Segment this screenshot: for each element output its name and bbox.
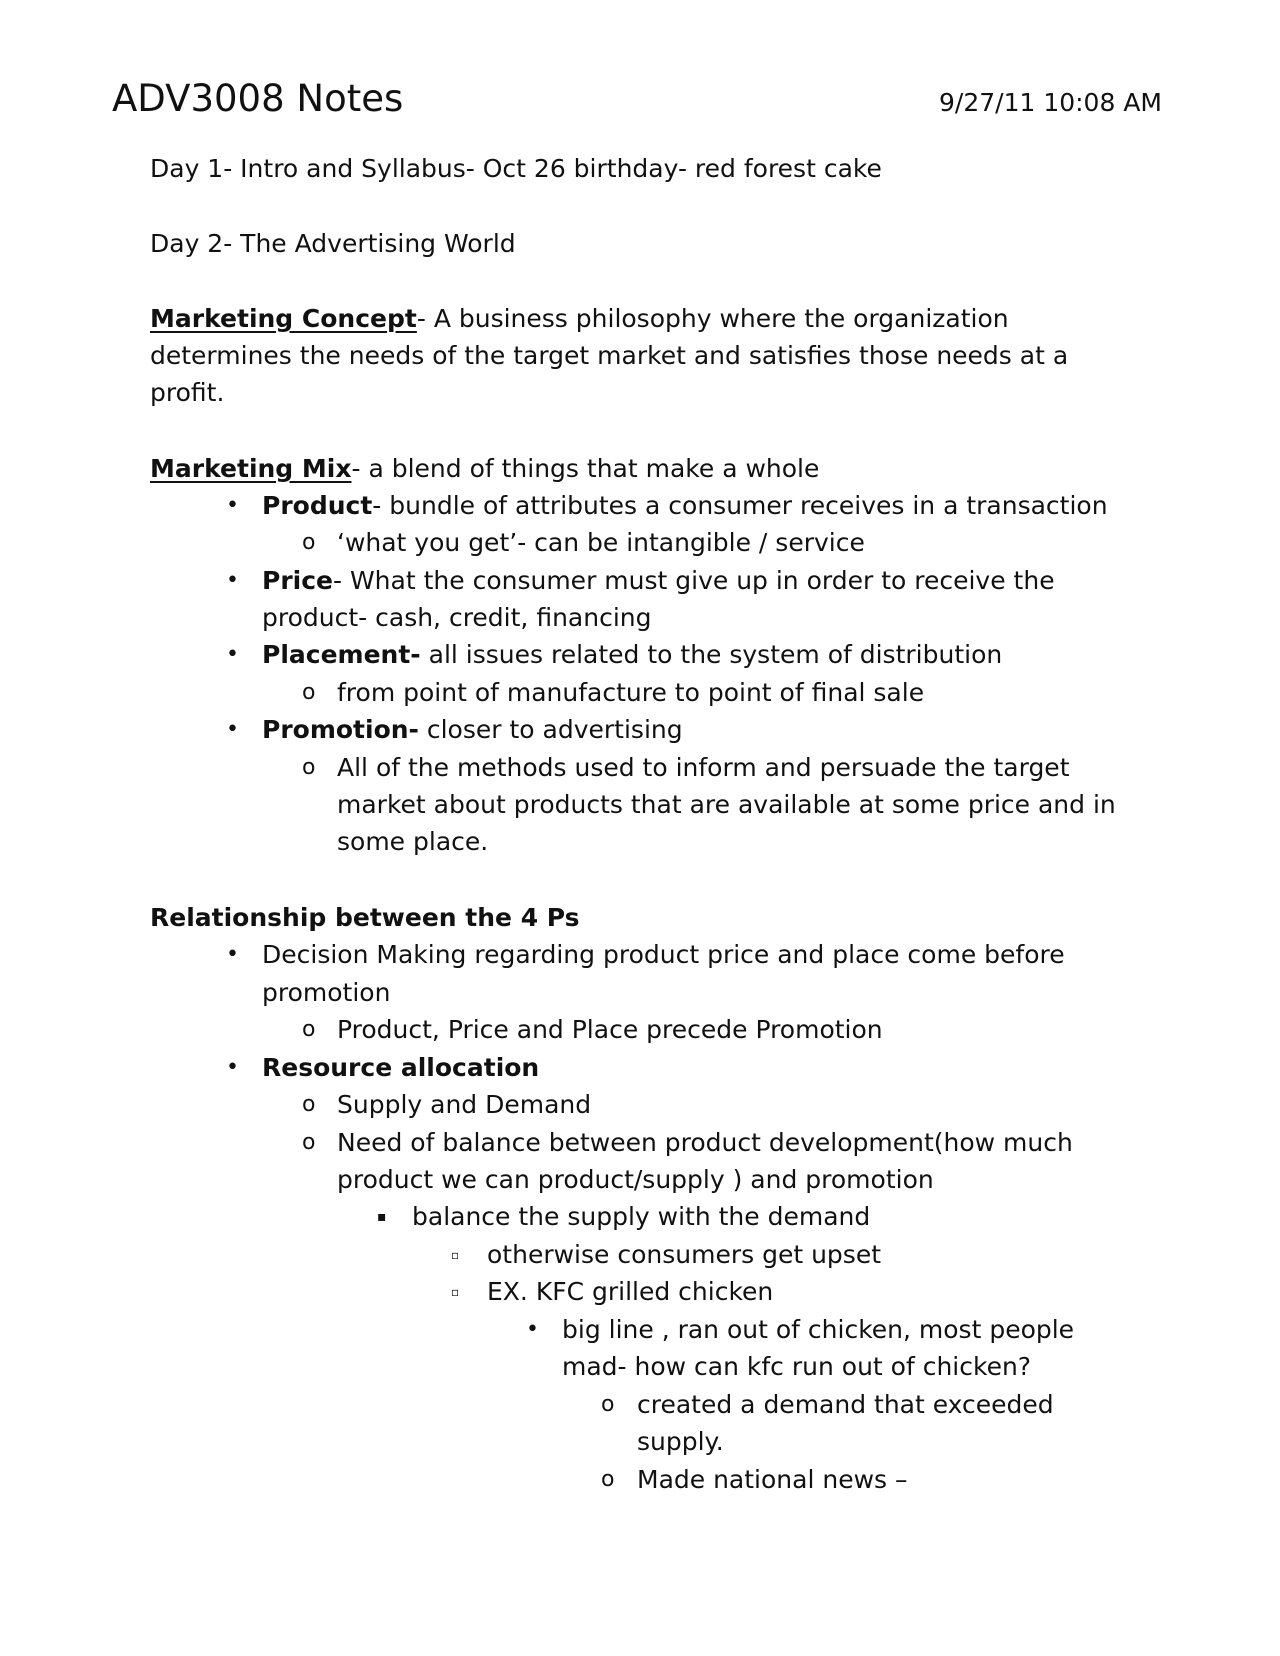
bigline-item-line1: big line , ran out of chicken, most people [562,1315,1075,1344]
marketing-concept-line3: profit. [150,378,225,407]
decision-item-line2: promotion [262,978,391,1007]
placement-term: Placement- [262,640,421,669]
circle-marker: o [302,1092,316,1117]
example-item: EX. KFC grilled chicken [487,1277,774,1306]
promotion-sub-line2: market about products that are available at some price and in [337,790,1116,819]
day1-line: Day 1- Intro and Syllabus- Oct 26 birthday- red forest cake [150,154,882,183]
promotion-sub-line1: All of the methods used to inform and persuade the target [337,753,1070,782]
hollow-square-marker: ▫ [451,1248,460,1262]
product-def: - bundle of attributes a consumer receives in a transaction [372,491,1108,520]
bullet-marker: • [226,942,239,967]
circle-marker: o [302,1130,316,1155]
day2-line: Day 2- The Advertising World [150,229,516,258]
need-item-line2: product we can product/supply ) and promotion [337,1165,934,1194]
product-sub-item: ‘what you get’- can be intangible / service [337,528,865,557]
document-title: ADV3008 Notes [112,77,404,120]
price-term: Price [262,566,333,595]
bullet-marker: • [226,568,239,593]
product-item [262,488,1108,524]
price-item [262,563,1055,599]
bullet-marker: • [226,493,239,518]
marketing-concept-term: Marketing Concept [150,304,417,333]
bullet-marker: • [226,1055,239,1080]
promotion-sub-line3: some place. [337,827,489,856]
created-item-line2: supply. [637,1427,724,1456]
decision-item-line1: Decision Making regarding product price and place come before [262,940,1065,969]
placement-def: all issues related to the system of distribution [420,640,1003,669]
promotion-term: Promotion- [262,715,419,744]
supply-demand-item: Supply and Demand [337,1090,592,1119]
placement-sub-item: from point of manufacture to point of final sale [337,678,925,707]
marketing-mix-def: - a blend of things that make a whole [351,454,820,483]
need-item-line1: Need of balance between product development(how much [337,1128,1073,1157]
price-item-cont: product- cash, credit, financing [262,603,652,632]
decision-sub-item: Product, Price and Place precede Promotion [337,1015,883,1044]
otherwise-item: otherwise consumers get upset [487,1240,882,1269]
promotion-def: closer to advertising [418,715,683,744]
circle-marker: o [601,1467,615,1492]
relationship-heading: Relationship between the 4 Ps [150,903,580,932]
placement-item [262,637,1002,673]
price-def: - What the consumer must give up in order to receive the [333,566,1055,595]
marketing-concept-def: - A business philosophy where the organization [416,304,1009,333]
bigline-item-line2: mad- how can kfc run out of chicken? [562,1352,1032,1381]
square-marker: ▪ [377,1209,387,1225]
marketing-mix-term: Marketing Mix [150,454,352,483]
circle-marker: o [601,1392,615,1417]
bullet-marker: • [226,642,239,667]
promotion-item [262,712,683,748]
bullet-marker: • [526,1317,539,1342]
product-term: Product [262,491,373,520]
circle-marker: o [302,1017,316,1042]
circle-marker: o [302,530,316,555]
bullet-marker: • [226,717,239,742]
document-timestamp: 9/27/11 10:08 AM [939,88,1162,117]
resource-allocation-item: Resource allocation [262,1053,540,1082]
marketing-concept-line1 [150,301,1009,337]
marketing-mix-line [150,451,819,487]
created-item-line1: created a demand that exceeded [637,1390,1054,1419]
national-news-item: Made national news – [637,1465,908,1494]
marketing-concept-line2: determines the needs of the target market and satisfies those needs at a [150,341,1069,370]
balance-item: balance the supply with the demand [412,1202,871,1231]
circle-marker: o [302,680,316,705]
hollow-square-marker: ▫ [451,1285,460,1299]
circle-marker: o [302,755,316,780]
